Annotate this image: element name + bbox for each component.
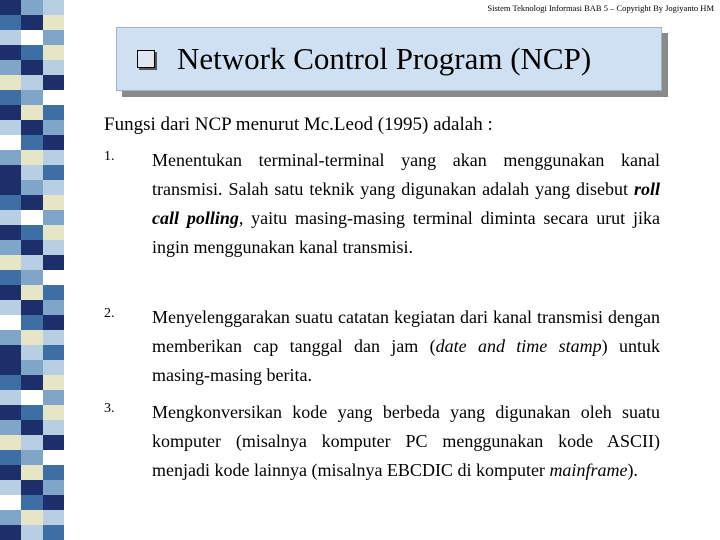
strip-cell: [43, 15, 64, 30]
item-text: [152, 146, 660, 262]
strip-cell: [0, 210, 21, 225]
item-emphasis: roll call polling: [152, 179, 660, 228]
strip-cell: [0, 300, 21, 315]
strip-cell: [21, 30, 42, 45]
item-number: 3.: [104, 401, 115, 416]
strip-cell: [21, 495, 42, 510]
strip-cell: [0, 525, 21, 540]
strip-cell: [0, 420, 21, 435]
item-text-part: Menentukan terminal-terminal yang akan menggunakan kanal transmisi. Salah satu teknik yang digunakan adalah yang disebut: [152, 150, 660, 199]
strip-cell: [21, 345, 42, 360]
strip-cell: [43, 105, 64, 120]
list-item-2: [104, 303, 660, 390]
strip-cell: [0, 465, 21, 480]
strip-cell: [0, 0, 21, 15]
strip-cell: [0, 135, 21, 150]
strip-cell: [43, 330, 64, 345]
strip-cell: [0, 435, 21, 450]
decorative-color-strip: [0, 0, 64, 540]
strip-cell: [21, 0, 42, 15]
strip-cell: [0, 195, 21, 210]
strip-cell: [43, 0, 64, 15]
strip-cell: [0, 180, 21, 195]
strip-cell: [21, 465, 42, 480]
strip-cell: [21, 120, 42, 135]
strip-cell: [43, 210, 64, 225]
strip-cell: [21, 210, 42, 225]
strip-cell: [21, 75, 42, 90]
strip-cell: [0, 150, 21, 165]
strip-cell: [21, 405, 42, 420]
item-text: [152, 398, 660, 485]
slide-header: Sistem Teknologi Informasi BAB 5 – Copyright By Jogiyanto HM: [487, 3, 714, 13]
strip-cell: [43, 315, 64, 330]
strip-cell: [43, 135, 64, 150]
strip-cell: [21, 90, 42, 105]
strip-cell: [21, 225, 42, 240]
strip-cell: [21, 435, 42, 450]
strip-cell: [0, 45, 21, 60]
strip-cell: [43, 240, 64, 255]
strip-cell: [43, 510, 64, 525]
strip-cell: [43, 525, 64, 540]
checkbox-bullet-icon: [137, 50, 155, 68]
strip-cell: [43, 360, 64, 375]
strip-cell: [43, 300, 64, 315]
strip-cell: [43, 195, 64, 210]
strip-cell: [43, 180, 64, 195]
strip-cell: [21, 330, 42, 345]
strip-cell: [0, 225, 21, 240]
strip-cell: [43, 30, 64, 45]
strip-cell: [21, 45, 42, 60]
strip-cell: [21, 390, 42, 405]
strip-cell: [43, 270, 64, 285]
strip-cell: [43, 390, 64, 405]
strip-cell: [43, 495, 64, 510]
strip-cell: [0, 240, 21, 255]
strip-cell: [0, 495, 21, 510]
strip-cell: [21, 165, 42, 180]
strip-cell: [21, 450, 42, 465]
strip-cell: [0, 330, 21, 345]
strip-cell: [21, 240, 42, 255]
strip-cell: [43, 375, 64, 390]
strip-cell: [43, 405, 64, 420]
strip-cell: [43, 225, 64, 240]
item-emphasis: date and time stamp: [435, 336, 602, 356]
strip-cell: [43, 90, 64, 105]
item-text-part: Menyelenggarakan suatu catatan kegiatan dari kanal transmisi dengan memberikan cap tanggal dan jam (: [152, 307, 660, 356]
strip-cell: [21, 15, 42, 30]
strip-cell: [0, 360, 21, 375]
strip-cell: [0, 90, 21, 105]
item-number: 2.: [104, 306, 115, 321]
strip-cell: [43, 450, 64, 465]
strip-cell: [21, 315, 42, 330]
strip-cell: [21, 510, 42, 525]
strip-cell: [0, 510, 21, 525]
strip-cell: [21, 255, 42, 270]
item-text-part: ) untuk masing-masing berita.: [152, 336, 660, 385]
strip-cell: [43, 120, 64, 135]
strip-cell: [0, 105, 21, 120]
strip-cell: [0, 390, 21, 405]
strip-cell: [0, 270, 21, 285]
item-text: [152, 303, 660, 390]
title-box: [116, 27, 662, 91]
strip-cell: [21, 150, 42, 165]
strip-cell: [0, 60, 21, 75]
strip-cell: [21, 480, 42, 495]
strip-cell: [21, 195, 42, 210]
strip-cell: [0, 255, 21, 270]
strip-cell: [21, 375, 42, 390]
strip-cell: [21, 135, 42, 150]
item-number: 1.: [104, 149, 115, 164]
item-text-part: Mengkonversikan kode yang berbeda yang digunakan oleh suatu komputer (misalnya komputer PC menggunakan kode ASCII) menjadi kode lainnya (misalnya EBCDIC di komputer: [152, 402, 660, 480]
strip-cell: [43, 285, 64, 300]
strip-cell: [0, 375, 21, 390]
intro-text: Fungsi dari NCP menurut Mc.Leod (1995) adalah :: [104, 114, 493, 135]
strip-cell: [21, 360, 42, 375]
list-item-3: [104, 398, 660, 485]
strip-cell: [0, 405, 21, 420]
strip-cell: [43, 480, 64, 495]
strip-cell: [0, 315, 21, 330]
item-emphasis: mainframe: [549, 460, 628, 480]
strip-cell: [0, 285, 21, 300]
strip-cell: [0, 165, 21, 180]
strip-cell: [43, 435, 64, 450]
strip-cell: [43, 420, 64, 435]
strip-cell: [43, 345, 64, 360]
strip-cell: [0, 480, 21, 495]
strip-cell: [21, 60, 42, 75]
strip-cell: [0, 345, 21, 360]
strip-cell: [43, 165, 64, 180]
item-text-part: ).: [627, 460, 638, 480]
strip-cell: [0, 30, 21, 45]
slide-title: Network Control Program (NCP): [177, 41, 592, 76]
item-text-part: , yaitu masing-masing terminal diminta secara urut jika ingin menggunakan kanal transmisi.: [152, 208, 661, 257]
list-item-1: [104, 146, 660, 262]
strip-cell: [21, 285, 42, 300]
strip-cell: [43, 150, 64, 165]
strip-cell: [43, 465, 64, 480]
strip-cell: [43, 255, 64, 270]
strip-cell: [21, 420, 42, 435]
strip-cell: [21, 105, 42, 120]
strip-cell: [43, 45, 64, 60]
strip-cell: [21, 180, 42, 195]
strip-cell: [0, 450, 21, 465]
strip-cell: [21, 525, 42, 540]
strip-cell: [43, 60, 64, 75]
strip-cell: [0, 15, 21, 30]
strip-cell: [0, 75, 21, 90]
strip-cell: [0, 120, 21, 135]
strip-cell: [21, 270, 42, 285]
strip-cell: [21, 300, 42, 315]
strip-cell: [43, 75, 64, 90]
